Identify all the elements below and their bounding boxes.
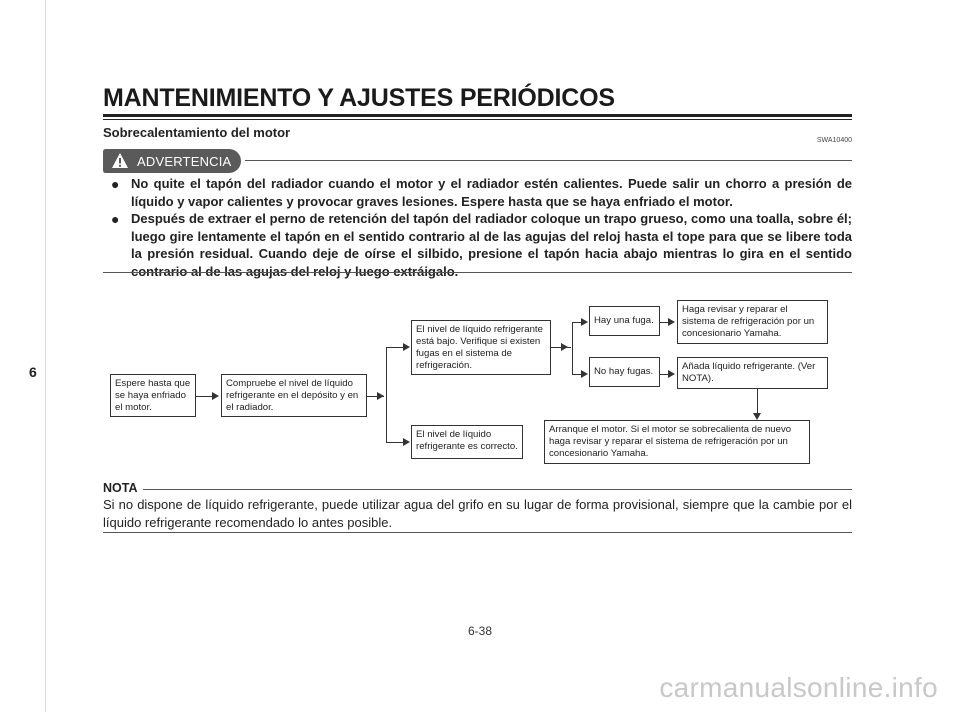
title-rule-thin <box>103 119 852 120</box>
flow-connector <box>196 396 212 397</box>
note-text: Si no dispone de líquido refrigerante, puede utilizar agua del grifo en su lugar de forma provisional, siempre que la cambie por el líquido refrigerante recomendado lo antes posible. <box>103 497 852 530</box>
warning-badge <box>103 149 241 173</box>
chapter-tab <box>0 0 54 712</box>
flow-branch-vertical <box>572 322 573 374</box>
flow-box-check: Compruebe el nivel de líquido refrigerante en el depósito y en el radiador. <box>221 374 367 417</box>
note-label: NOTA <box>103 481 138 495</box>
arrow-right-icon <box>668 370 675 378</box>
arrow-right-icon <box>561 343 568 351</box>
section-title: Sobrecalentamiento del motor <box>103 125 291 140</box>
flow-box-no-leak: No hay fugas. <box>589 357 660 387</box>
flow-connector <box>386 442 403 443</box>
warning-item-text: Después de extraer el perno de retención del tapón del radiador coloque un trapo grueso, como una toalla, sobre él; luego gire lentamente el tapón en el sentido contrario al de las agujas del reloj hasta el tope para que se libere toda la presión residual. Cuando deje de oírse el silbido, presione el tapón hacia abajo mientras lo gira en el sentido contrario al de las agujas del reloj y luego extráigalo. <box>131 211 852 279</box>
warning-divider <box>245 160 852 161</box>
bullet-icon: ● <box>111 176 120 192</box>
warning-triangle-icon <box>111 152 129 170</box>
flow-box-start-engine: Arranque el motor. Si el motor se sobrecalienta de nuevo haga revisar y reparar el sistema de refrigeración por un concesionario Yamaha. <box>544 420 810 464</box>
flow-connector-vertical <box>757 389 758 415</box>
arrow-right-icon <box>668 318 675 326</box>
warning-end-rule <box>103 272 852 273</box>
flow-box-correct-level: El nivel de líquido refrigerante es correcto. <box>411 425 523 459</box>
page-number: 6-38 <box>467 624 493 638</box>
watermark: carmanualsonline.info <box>659 672 938 703</box>
flow-box-low-level: El nivel de líquido refrigerante está bajo. Verifique si existen fugas en el sistema de refrigeración. <box>411 320 551 375</box>
arrow-right-icon <box>581 370 588 378</box>
tab-strip <box>45 0 46 712</box>
warning-item <box>103 210 852 280</box>
flow-connector <box>386 347 403 348</box>
page-title: MANTENIMIENTO Y AJUSTES PERIÓDICOS <box>103 84 615 112</box>
warning-item-text: No quite el tapón del radiador cuando el motor y el radiador estén calientes. Puede salir un chorro a presión de líquido y vapor calientes y provocar graves lesiones. Espere hasta que se haya enfriado el motor. <box>131 176 852 209</box>
flow-box-leak: Hay una fuga. <box>589 306 660 336</box>
title-rule-thick <box>103 114 852 117</box>
flow-box-repair: Haga revisar y reparar el sistema de refrigeración por un concesionario Yamaha. <box>677 300 828 344</box>
arrow-right-icon <box>403 438 410 446</box>
note-end-rule <box>103 532 852 533</box>
arrow-right-icon <box>377 392 384 400</box>
flow-branch-vertical <box>386 347 387 442</box>
note-divider <box>143 489 852 490</box>
flow-box-add-coolant: Añada líquido refrigerante. (Ver NOTA). <box>677 357 828 389</box>
arrow-down-icon <box>753 413 761 420</box>
chapter-number: 6 <box>29 364 37 380</box>
warning-code: SWA10400 <box>816 137 852 144</box>
warning-item <box>103 175 852 210</box>
arrow-right-icon <box>212 392 219 400</box>
arrow-right-icon <box>403 343 410 351</box>
arrow-right-icon <box>581 318 588 326</box>
flow-box-wait: Espere hasta que se haya enfriado el motor. <box>110 374 196 417</box>
warning-label: ADVERTENCIA <box>137 154 232 169</box>
bullet-icon: ● <box>111 211 120 228</box>
warning-list <box>103 175 852 281</box>
